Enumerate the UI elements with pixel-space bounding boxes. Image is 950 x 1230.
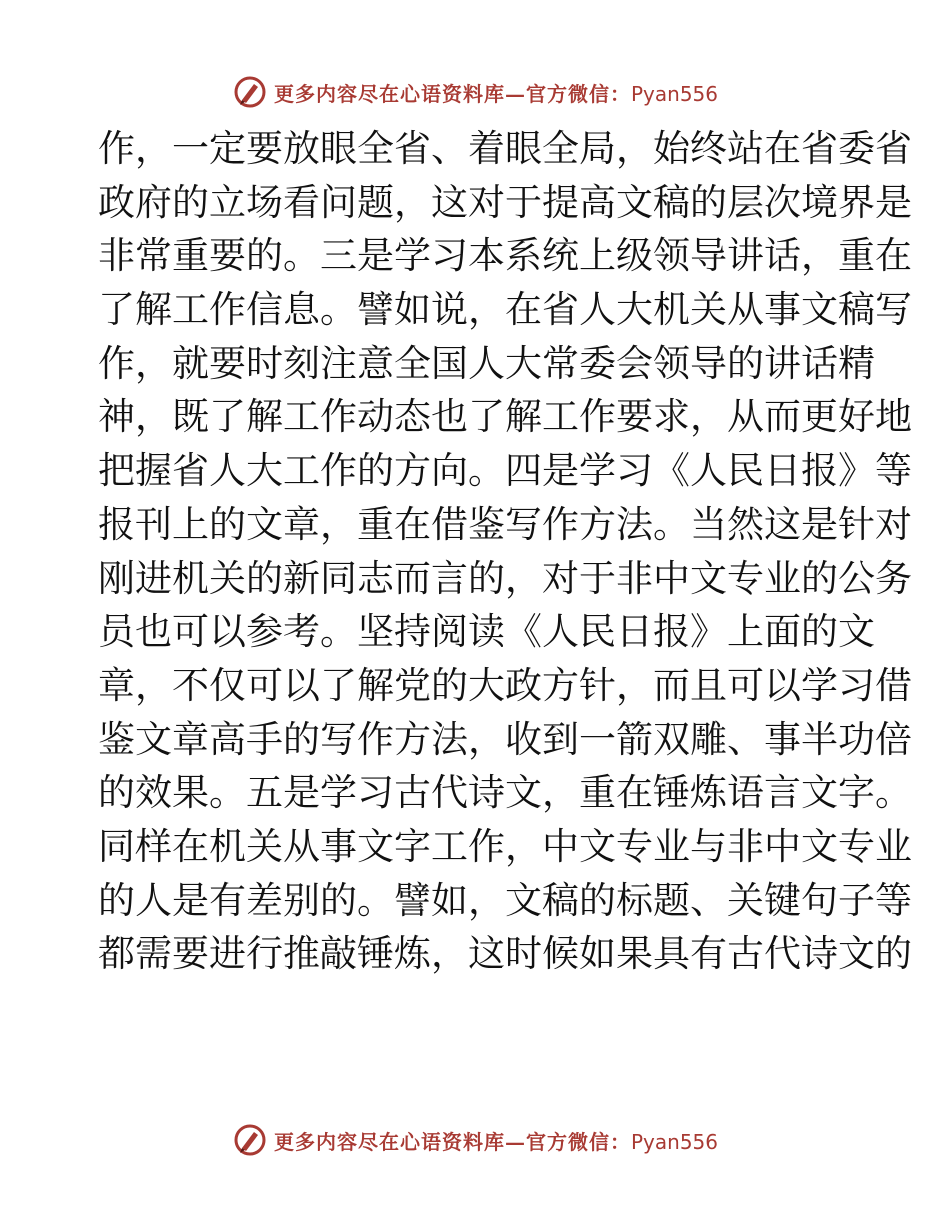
- body-line: 作，就要时刻注意全国人大常委会领导的讲话精: [98, 341, 875, 385]
- header-banner-handle: Pyan556: [630, 81, 718, 106]
- body-line: 章，不仅可以了解党的大政方针，而且可以学习借: [98, 663, 912, 707]
- header-banner-text: [274, 78, 718, 107]
- body-line: 政府的立场看问题，这对于提高文稿的层次境界是: [98, 180, 912, 224]
- footer-banner-handle: Pyan556: [630, 1129, 718, 1154]
- document-body: [98, 122, 912, 981]
- pen-logo-icon: [232, 1122, 268, 1158]
- footer-banner-text: [274, 1126, 718, 1155]
- body-line: 的效果。五是学习古代诗文，重在锤炼语言文字。: [98, 771, 912, 815]
- body-line: 报刊上的文章，重在借鉴写作方法。当然这是针对: [98, 502, 912, 546]
- footer-banner-main: 更多内容尽在心语资料库—官方微信：: [273, 1129, 631, 1154]
- body-line: 把握省人大工作的方向。四是学习《人民日报》等: [98, 449, 912, 493]
- body-line: 非常重要的。三是学习本系统上级领导讲话，重在: [98, 234, 912, 278]
- header-banner-main: 更多内容尽在心语资料库—官方微信：: [273, 81, 631, 106]
- body-line: 的人是有差别的。譬如，文稿的标题、关键句子等: [98, 878, 912, 922]
- body-line: 作，一定要放眼全省、着眼全局，始终站在省委省: [98, 127, 912, 170]
- pen-logo-icon: [232, 74, 268, 110]
- header-banner: [0, 70, 950, 114]
- header-banner-inner: [232, 74, 718, 110]
- body-line: 刚进机关的新同志而言的，对于非中文专业的公务: [98, 556, 912, 600]
- footer-banner-inner: [232, 1122, 718, 1158]
- body-line: 都需要进行推敲锤炼，这时候如果具有古代诗文的: [98, 932, 912, 976]
- body-line: 同样在机关从事文字工作，中文专业与非中文专业: [98, 824, 912, 868]
- body-line: 神，既了解工作动态也了解工作要求，从而更好地: [98, 395, 912, 439]
- body-line: 鉴文章高手的写作方法，收到一箭双雕、事半功倍: [98, 717, 912, 761]
- body-line: 了解工作信息。譬如说，在省人大机关从事文稿写: [98, 288, 912, 332]
- footer-banner: [0, 1118, 950, 1162]
- body-line: 员也可以参考。坚持阅读《人民日报》上面的文: [98, 610, 875, 654]
